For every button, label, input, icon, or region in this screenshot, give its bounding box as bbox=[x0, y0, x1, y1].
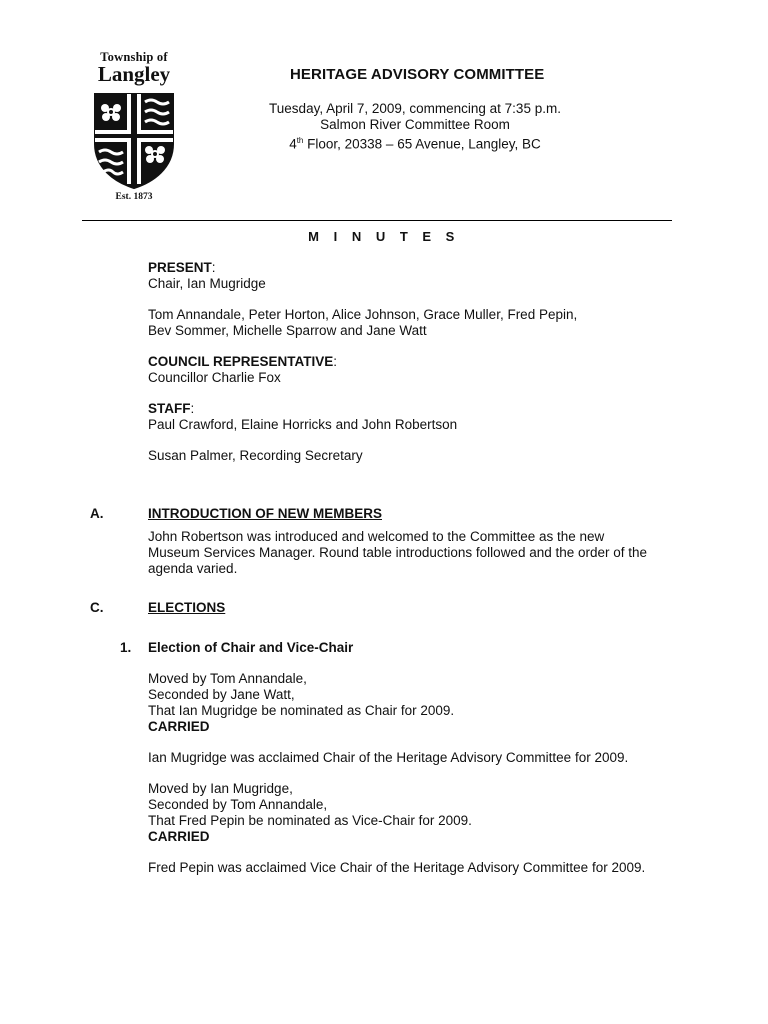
motion-1-that: That Ian Mugridge be nominated as Chair for 2009. bbox=[148, 703, 455, 718]
motion-2-seconded: Seconded by Tom Annandale, bbox=[148, 797, 328, 812]
present-chair: Chair, Ian Mugridge bbox=[148, 276, 266, 291]
section-c-letter: C. bbox=[90, 600, 104, 615]
section-a-line-2: Museum Services Manager. Round table introductions followed and the order of the bbox=[148, 545, 648, 560]
floor-number: 4 bbox=[289, 136, 297, 152]
committee-title: HERITAGE ADVISORY COMMITTEE bbox=[290, 66, 545, 83]
section-c-title: ELECTIONS bbox=[148, 600, 226, 615]
council-label: COUNCIL REPRESENTATIVE bbox=[148, 354, 334, 369]
present-members-2: Bev Sommer, Michelle Sparrow and Jane Watt bbox=[148, 323, 427, 338]
minutes-heading: M I N U T E S bbox=[308, 229, 460, 244]
present-colon: : bbox=[211, 260, 216, 275]
attendance-block bbox=[148, 260, 577, 464]
address-text: Floor, 20338 – 65 Avenue, Langley, BC bbox=[303, 136, 541, 152]
meeting-address bbox=[258, 133, 572, 153]
note-2: Fred Pepin was acclaimed Vice Chair of the Heritage Advisory Committee for 2009. bbox=[148, 860, 646, 875]
present-members-1: Tom Annandale, Peter Horton, Alice Johnson, Grace Muller, Fred Pepin, bbox=[148, 307, 578, 322]
staff-names: Paul Crawford, Elaine Horricks and John Robertson bbox=[148, 417, 458, 432]
header-divider bbox=[82, 220, 672, 221]
township-logo bbox=[84, 50, 184, 202]
item-1-number: 1. bbox=[120, 640, 132, 655]
motion-1-moved: Moved by Tom Annandale, bbox=[148, 671, 307, 686]
staff-label: STAFF bbox=[148, 401, 191, 416]
present-label: PRESENT bbox=[148, 260, 212, 275]
elections-body bbox=[148, 671, 673, 876]
motion-1-seconded: Seconded by Jane Watt, bbox=[148, 687, 295, 702]
section-a-line-1: John Robertson was introduced and welcomed to the Committee as the new bbox=[148, 529, 605, 544]
meeting-date: Tuesday, April 7, 2009, commencing at 7:35 p.m. bbox=[269, 101, 561, 116]
motion-2-that: That Fred Pepin be nominated as Vice-Chair for 2009. bbox=[148, 813, 472, 828]
motion-1-result: CARRIED bbox=[148, 719, 210, 734]
staff-colon: : bbox=[190, 401, 195, 416]
item-1-title: Election of Chair and Vice-Chair bbox=[148, 640, 354, 655]
motion-2-moved: Moved by Ian Mugridge, bbox=[148, 781, 293, 796]
section-a-line-3: agenda varied. bbox=[148, 561, 238, 576]
recording-secretary: Susan Palmer, Recording Secretary bbox=[148, 448, 363, 463]
motion-2-result: CARRIED bbox=[148, 829, 210, 844]
logo-est: Est. 1873 bbox=[115, 192, 153, 202]
shield-icon bbox=[93, 92, 175, 190]
note-1: Ian Mugridge was acclaimed Chair of the Heritage Advisory Committee for 2009. bbox=[148, 750, 629, 765]
section-a-text bbox=[148, 529, 673, 577]
logo-line-2: Langley bbox=[97, 62, 171, 86]
meeting-details bbox=[258, 101, 572, 153]
section-a-letter: A. bbox=[90, 506, 104, 521]
council-colon: : bbox=[333, 354, 338, 369]
council-name: Councillor Charlie Fox bbox=[148, 370, 281, 385]
section-a-title: INTRODUCTION OF NEW MEMBERS bbox=[148, 506, 382, 521]
meeting-room: Salmon River Committee Room bbox=[320, 117, 510, 132]
floor-suffix: th bbox=[296, 136, 304, 145]
logo-line-1: Township of bbox=[100, 50, 168, 64]
